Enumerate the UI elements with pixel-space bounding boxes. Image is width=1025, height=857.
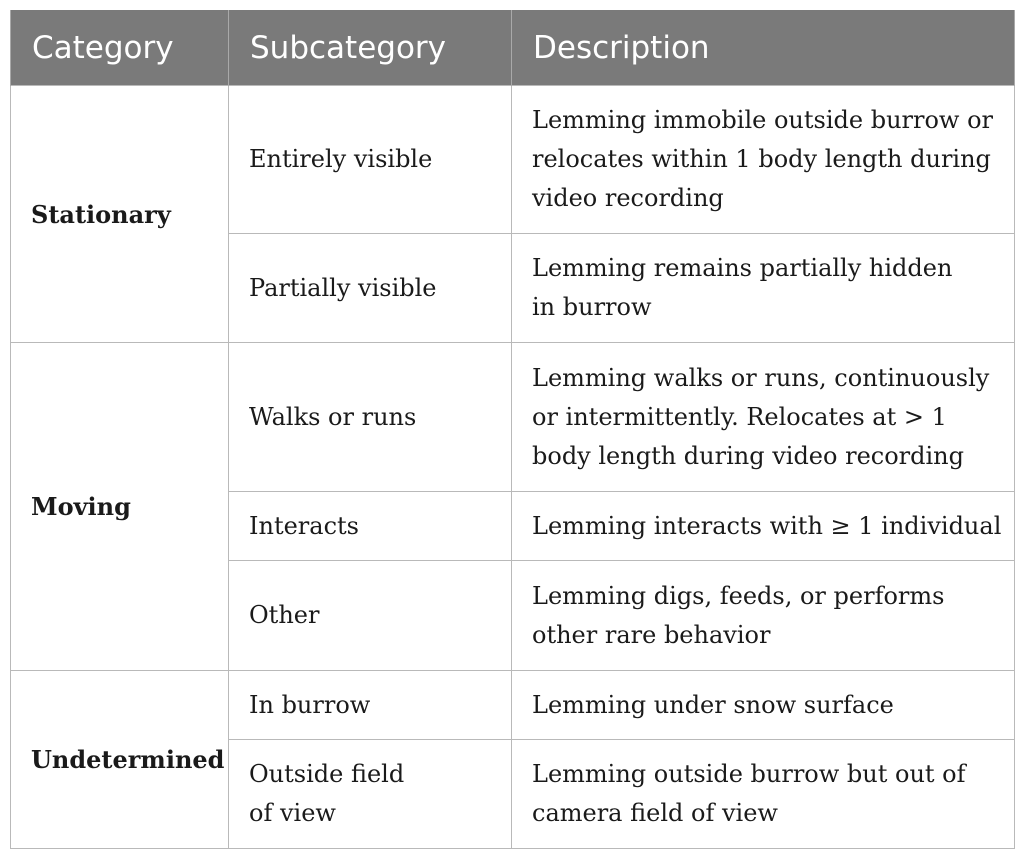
description-line: Lemming immobile outside burrow or xyxy=(532,106,994,134)
subcategory-cell xyxy=(229,234,512,343)
header-row xyxy=(11,10,1015,86)
description-line: video recording xyxy=(532,184,724,212)
subcategory-line: Interacts xyxy=(249,511,359,540)
description-cell xyxy=(512,86,1015,234)
header-subcategory: Subcategory xyxy=(229,10,512,86)
description-line: Lemming remains partially hidden xyxy=(532,254,953,282)
table-row xyxy=(11,671,1015,740)
table-header xyxy=(11,10,1015,86)
subcategory-cell xyxy=(229,671,512,740)
description-line: camera field of view xyxy=(532,799,778,827)
subcategory-line: Partially visible xyxy=(249,273,437,302)
category-cell: Moving xyxy=(11,343,229,671)
subcategory-line: Outside field xyxy=(249,760,405,788)
description-line: Lemming interacts with ≥ 1 individual xyxy=(532,511,1002,540)
subcategory-line: Other xyxy=(249,601,320,629)
description-cell xyxy=(512,234,1015,343)
subcategory-line: of view xyxy=(249,799,336,827)
subcategory-cell xyxy=(229,740,512,849)
description-line: other rare behavior xyxy=(532,620,771,649)
description-line: body length during video recording xyxy=(532,441,964,470)
subcategory-cell xyxy=(229,343,512,492)
header-description: Description xyxy=(512,10,1015,86)
subcategory-cell xyxy=(229,561,512,671)
subcategory-line: Entirely visible xyxy=(249,145,433,173)
behavior-table-container xyxy=(10,10,1014,849)
description-cell xyxy=(512,492,1015,561)
description-line: Lemming digs, feeds, or performs xyxy=(532,581,945,610)
subcategory-cell xyxy=(229,492,512,561)
subcategory-cell xyxy=(229,86,512,234)
behavior-categories-table xyxy=(10,10,1015,849)
table-row xyxy=(11,86,1015,234)
table-body xyxy=(11,86,1015,849)
description-cell xyxy=(512,343,1015,492)
category-cell: Stationary xyxy=(11,86,229,343)
description-cell xyxy=(512,671,1015,740)
category-cell: Undetermined xyxy=(11,671,229,849)
description-line: Lemming outside burrow but out of xyxy=(532,760,966,788)
header-category: Category xyxy=(11,10,229,86)
description-line: in burrow xyxy=(532,293,652,321)
table-row xyxy=(11,343,1015,492)
description-line: or intermittently. Relocates at > 1 xyxy=(532,402,947,431)
description-line: relocates within 1 body length during xyxy=(532,145,991,173)
description-cell xyxy=(512,740,1015,849)
description-line: Lemming under snow surface xyxy=(532,690,894,719)
subcategory-line: Walks or runs xyxy=(249,402,417,431)
description-line: Lemming walks or runs, continuously xyxy=(532,363,990,392)
subcategory-line: In burrow xyxy=(249,690,371,719)
description-cell xyxy=(512,561,1015,671)
